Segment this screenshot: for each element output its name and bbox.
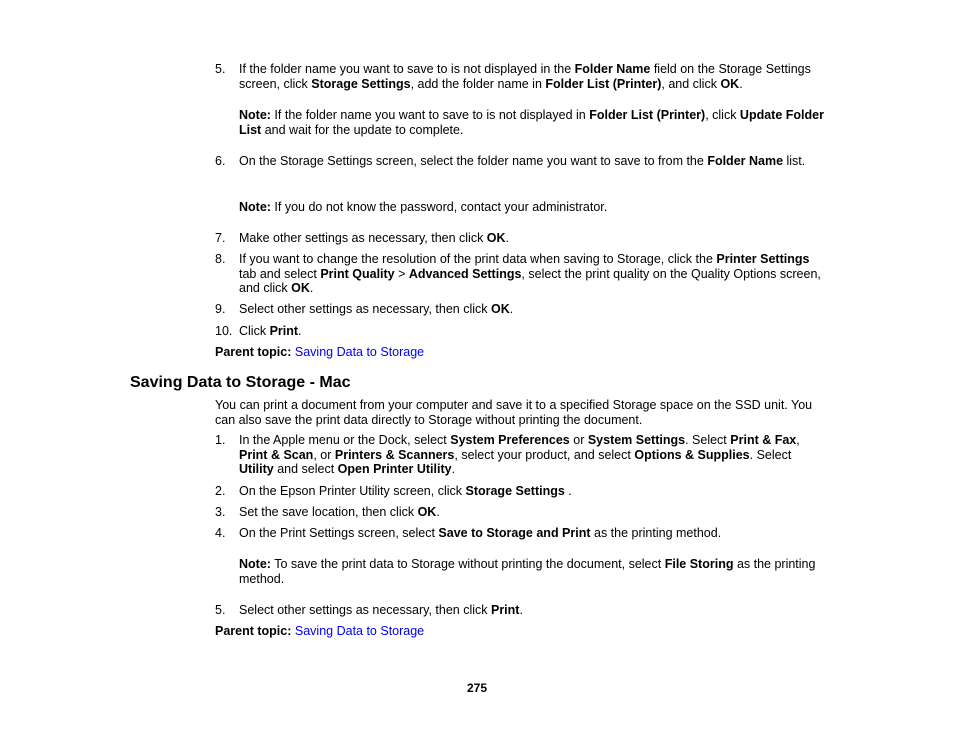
parent-topic [215,345,424,360]
page-number: 275 [466,681,488,695]
step-item [215,62,825,91]
bold-text: Print [269,324,299,338]
step-item [215,603,825,618]
parent-topic-label: Parent topic: [215,624,292,638]
bold-text: Options & Supplies [634,447,750,462]
bold-text: Folder List (Printer) [589,108,706,122]
step-item [215,231,825,246]
bold-text: Note: [239,200,271,214]
step-item [215,484,825,499]
note-text [239,557,825,586]
note-text [239,200,825,215]
text-run: On the Storage Settings screen, select the folder name you want to save to from the [239,154,708,168]
bold-text: Folder List (Printer) [545,76,662,91]
text-run: , [796,433,800,447]
step-item [215,154,825,169]
text-run: To save the print data to Storage without printing the document, select [270,557,665,571]
step-item [215,526,825,541]
step-number: 9. [215,302,226,316]
text-run: and wait for the update to complete. [261,122,464,137]
parent-topic-link[interactable]: Saving Data to Storage [294,345,425,359]
step-text [239,505,825,520]
text-run: On the Print Settings screen, select [239,526,439,540]
text-run: Select other settings as necessary, then click [239,603,491,617]
text-run: Click [239,324,270,338]
text-run: . [505,231,510,245]
text-run: Select other settings as necessary, then click [239,302,491,316]
text-run: . [739,76,743,91]
step-text [239,484,825,499]
text-run: > [394,266,409,281]
text-run: , click [705,108,740,122]
bold-text: Printer Settings [716,252,810,266]
bold-text: Update Folder List [239,108,824,137]
bold-text: OK [291,281,310,296]
bold-text: Print & Fax [730,433,797,447]
step-item [215,302,825,317]
text-run: If you do not know the password, contact your administrator. [270,200,608,214]
bold-text: Storage Settings [311,76,411,91]
section-intro: You can print a document from your computer and save it to a specified Storage space on the SSD unit. You can also save the print data directly to Storage without printing the document. [215,398,813,427]
step-item [215,324,825,339]
bold-text: Advanced Settings [408,266,522,281]
text-run: If the folder name you want to save to is not displayed in the [239,62,575,76]
bold-text: Note: [239,557,271,571]
bold-text: System Settings [587,433,686,447]
text-run: Make other settings as necessary, then click [239,231,487,245]
step-number: 8. [215,252,226,266]
bold-text: File Storing [664,557,734,571]
text-run: Set the save location, then click [239,505,418,519]
parent-topic-link[interactable]: Saving Data to Storage [294,624,425,638]
step-number: 5. [215,603,226,617]
text-run: as the printing method. [590,526,722,540]
section-heading: Saving Data to Storage - Mac [130,374,351,391]
text-run: . [564,484,572,498]
text-run: , and click [661,76,721,91]
bold-text: Printers & Scanners [334,447,455,462]
bold-text: System Preferences [450,433,570,447]
text-run: , select the print quality on the Quality Options screen, and click [239,266,821,296]
text-run: . [309,281,314,296]
bold-text: Print & Scan [239,447,314,462]
step-text [239,62,825,91]
bold-text: Save to Storage and Print [438,526,591,540]
text-run: In the Apple menu or the Dock, select [239,433,451,447]
note-text [239,108,825,137]
bold-text: Print Quality [320,266,395,281]
parent-topic [215,624,424,639]
step-number: 2. [215,484,226,498]
text-run: , or [313,447,335,462]
text-run: , add the folder name in [410,76,546,91]
step-number: 1. [215,433,226,447]
text-run: , select your product, and select [454,447,635,462]
text-run: or [569,433,588,447]
bold-text: Note: [239,108,271,122]
step-text [239,526,825,541]
bold-text: OK [486,231,506,245]
step-text [239,231,825,246]
step-item [215,505,825,520]
bold-text: Folder Name [574,62,651,76]
step-text [239,603,825,618]
bold-text: Open Printer Utility [337,462,452,477]
text-run: If the folder name you want to save to is not displayed in [270,108,590,122]
step-item [215,433,825,477]
bold-text: Print [490,603,520,617]
parent-topic-label: Parent topic: [215,345,292,359]
step-number: 6. [215,154,226,168]
bold-text: OK [417,505,437,519]
text-run: list. [783,154,806,168]
text-run: tab and select [239,266,321,281]
text-run: . [436,505,440,519]
text-run: as the printing method. [239,557,816,586]
text-run: If you want to change the resolution of the print data when saving to Storage, click the [239,252,717,266]
text-run: . [298,324,302,338]
step-number: 3. [215,505,226,519]
step-text [239,154,825,169]
step-text [239,433,825,477]
step-text [239,302,825,317]
step-number: 10. [215,324,233,338]
text-run: . Select [749,447,792,462]
step-text [239,324,825,339]
text-run: . [509,302,514,316]
text-run: On the Epson Printer Utility screen, click [239,484,466,498]
step-text [239,252,825,296]
text-run: . [519,603,523,617]
bold-text: Folder Name [707,154,784,168]
text-run: field on the Storage Settings screen, click [239,62,811,91]
step-number: 4. [215,526,226,540]
step-number: 7. [215,231,226,245]
text-run: . Select [685,433,731,447]
bold-text: OK [490,302,510,316]
text-run: . [451,462,456,477]
bold-text: Storage Settings [465,484,565,498]
bold-text: OK [720,76,740,91]
bold-text: Utility [239,462,274,477]
text-run: and select [273,462,338,477]
step-item [215,252,825,296]
step-number: 5. [215,62,226,76]
